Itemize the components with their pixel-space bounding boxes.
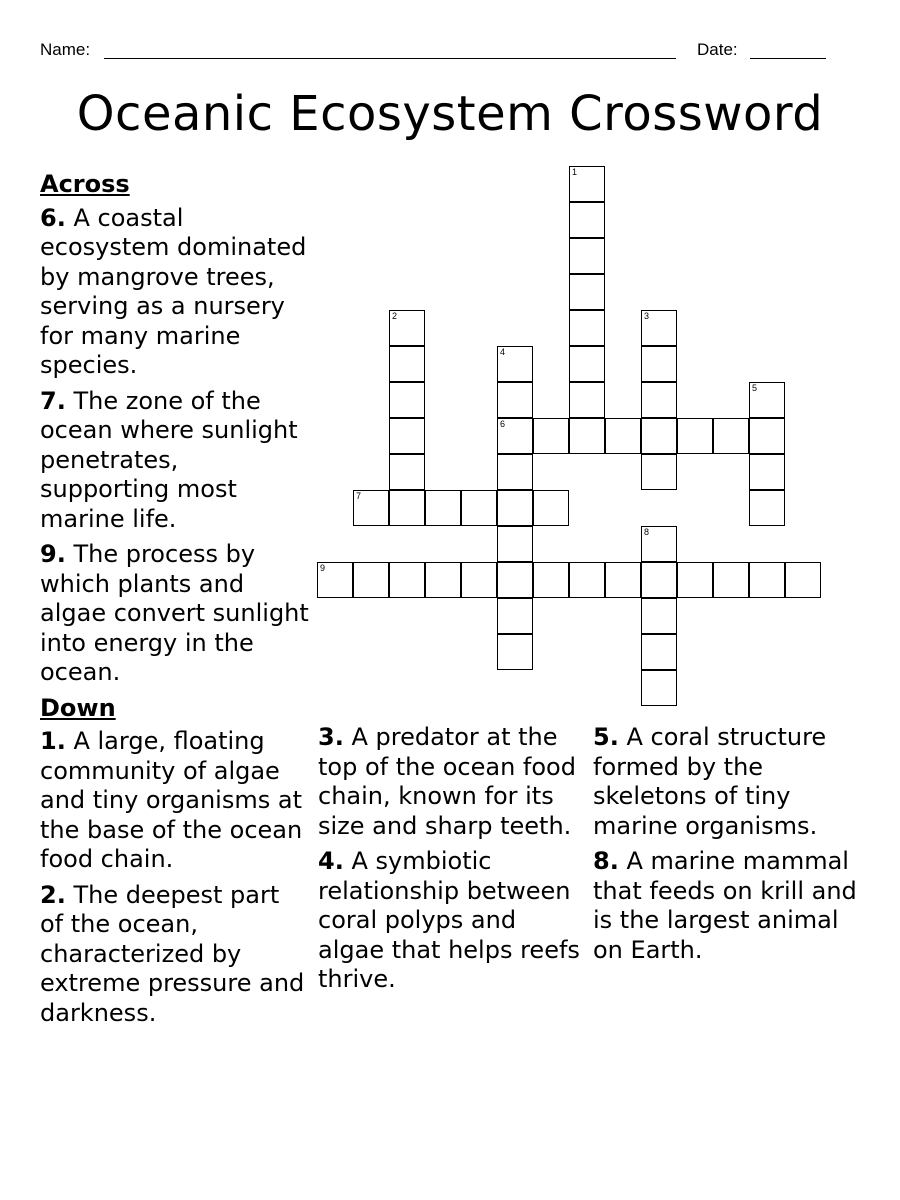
crossword-cell[interactable] xyxy=(605,562,641,598)
clue-number: 8 xyxy=(644,527,650,537)
down-clue-8: 8. A marine mammal that feeds on krill and is the largest animal on Earth. xyxy=(593,847,857,964)
across-clue-7: 7. The zone of the ocean where sunlight penetrates, supporting most marine life. xyxy=(40,386,298,533)
crossword-cell[interactable] xyxy=(497,526,533,562)
clue-number: 5 xyxy=(752,383,758,393)
crossword-cell[interactable] xyxy=(641,598,677,634)
down-clue-4: 4. A symbiotic relationship between coral polyps and algae that helps reefs thrive. xyxy=(318,847,580,993)
crossword-cell[interactable] xyxy=(569,310,605,346)
crossword-cell[interactable] xyxy=(389,346,425,382)
down-clue-3: 3. A predator at the top of the ocean food chain, known for its size and sharp teeth. xyxy=(318,723,576,840)
page-title: Oceanic Ecosystem Crossword xyxy=(76,86,824,142)
crossword-cell[interactable] xyxy=(641,346,677,382)
clue-number: 3 xyxy=(644,311,650,321)
name-field[interactable] xyxy=(104,40,676,59)
crossword-cell[interactable] xyxy=(497,634,533,670)
name-label: Name: xyxy=(40,40,91,59)
crossword-cell[interactable] xyxy=(713,418,749,454)
crossword-cell[interactable] xyxy=(353,490,389,526)
crossword-cell[interactable] xyxy=(749,418,785,454)
crossword-cell[interactable] xyxy=(641,526,677,562)
crossword-cell[interactable] xyxy=(569,202,605,238)
crossword-cell[interactable] xyxy=(641,562,677,598)
crossword-cell[interactable] xyxy=(605,418,641,454)
crossword-cell[interactable] xyxy=(569,418,605,454)
clues-right-column xyxy=(593,723,873,971)
crossword-cell[interactable] xyxy=(569,382,605,418)
crossword-cell[interactable] xyxy=(497,454,533,490)
crossword-cell[interactable] xyxy=(569,166,605,202)
crossword-cell[interactable] xyxy=(497,598,533,634)
clue-number: 9 xyxy=(320,563,326,573)
crossword-cell[interactable] xyxy=(641,670,677,706)
crossword-cell[interactable] xyxy=(533,562,569,598)
crossword-cell[interactable] xyxy=(497,490,533,526)
crossword-cell[interactable] xyxy=(389,382,425,418)
clue-number: 7 xyxy=(356,491,362,501)
crossword-cell[interactable] xyxy=(461,490,497,526)
across-heading: Across xyxy=(40,170,130,198)
crossword-cell[interactable] xyxy=(389,562,425,598)
crossword-cell[interactable] xyxy=(641,310,677,346)
down-clue-5: 5. A coral structure formed by the skeletons of tiny marine organisms. xyxy=(593,723,827,840)
crossword-cell[interactable] xyxy=(461,562,497,598)
crossword-cell[interactable] xyxy=(533,418,569,454)
crossword-cell[interactable] xyxy=(569,238,605,274)
date-label: Date: xyxy=(697,40,738,59)
down-heading: Down xyxy=(40,693,116,722)
crossword-cell[interactable] xyxy=(389,310,425,346)
header-fields xyxy=(40,40,840,64)
crossword-cell[interactable] xyxy=(425,490,461,526)
crossword-cell[interactable] xyxy=(641,634,677,670)
clues-middle-column xyxy=(318,723,580,1001)
crossword-cell[interactable] xyxy=(317,562,353,598)
crossword-cell[interactable] xyxy=(497,562,533,598)
across-clue-6: 6. A coastal ecosystem dominated by mangrove trees, serving as a nursery for many marine species. xyxy=(40,203,307,379)
crossword-cell[interactable] xyxy=(497,346,533,382)
crossword-cell[interactable] xyxy=(533,490,569,526)
crossword-cell[interactable] xyxy=(569,346,605,382)
crossword-cell[interactable] xyxy=(425,562,461,598)
crossword-cell[interactable] xyxy=(749,454,785,490)
crossword-cell[interactable] xyxy=(569,562,605,598)
crossword-cell[interactable] xyxy=(353,562,389,598)
clues-left-column xyxy=(40,170,310,1034)
crossword-cell[interactable] xyxy=(569,274,605,310)
clue-number: 2 xyxy=(392,311,398,321)
crossword-cell[interactable] xyxy=(641,418,677,454)
clue-number: 4 xyxy=(500,347,506,357)
crossword-cell[interactable] xyxy=(389,418,425,454)
crossword-cell[interactable] xyxy=(677,418,713,454)
clue-number: 6 xyxy=(500,419,506,429)
crossword-cell[interactable] xyxy=(497,418,533,454)
crossword-cell[interactable] xyxy=(389,454,425,490)
crossword-cell[interactable] xyxy=(641,382,677,418)
across-clue-9: 9. The process by which plants and algae convert sunlight into energy in the ocean. xyxy=(40,540,309,686)
crossword-cell[interactable] xyxy=(749,562,785,598)
crossword-cell[interactable] xyxy=(785,562,821,598)
down-clue-1: 1. A large, floating community of algae and tiny organisms at the base of the ocean food chain. xyxy=(40,727,303,873)
date-field[interactable] xyxy=(750,40,826,59)
crossword-cell[interactable] xyxy=(497,382,533,418)
crossword-cell[interactable] xyxy=(749,490,785,526)
clue-number: 1 xyxy=(572,167,578,177)
crossword-cell[interactable] xyxy=(389,490,425,526)
down-clue-2: 2. The deepest part of the ocean, characterized by extreme pressure and darkness. xyxy=(40,880,305,1027)
crossword-cell[interactable] xyxy=(641,454,677,490)
crossword-cell[interactable] xyxy=(713,562,749,598)
crossword-cell[interactable] xyxy=(749,382,785,418)
crossword-cell[interactable] xyxy=(677,562,713,598)
